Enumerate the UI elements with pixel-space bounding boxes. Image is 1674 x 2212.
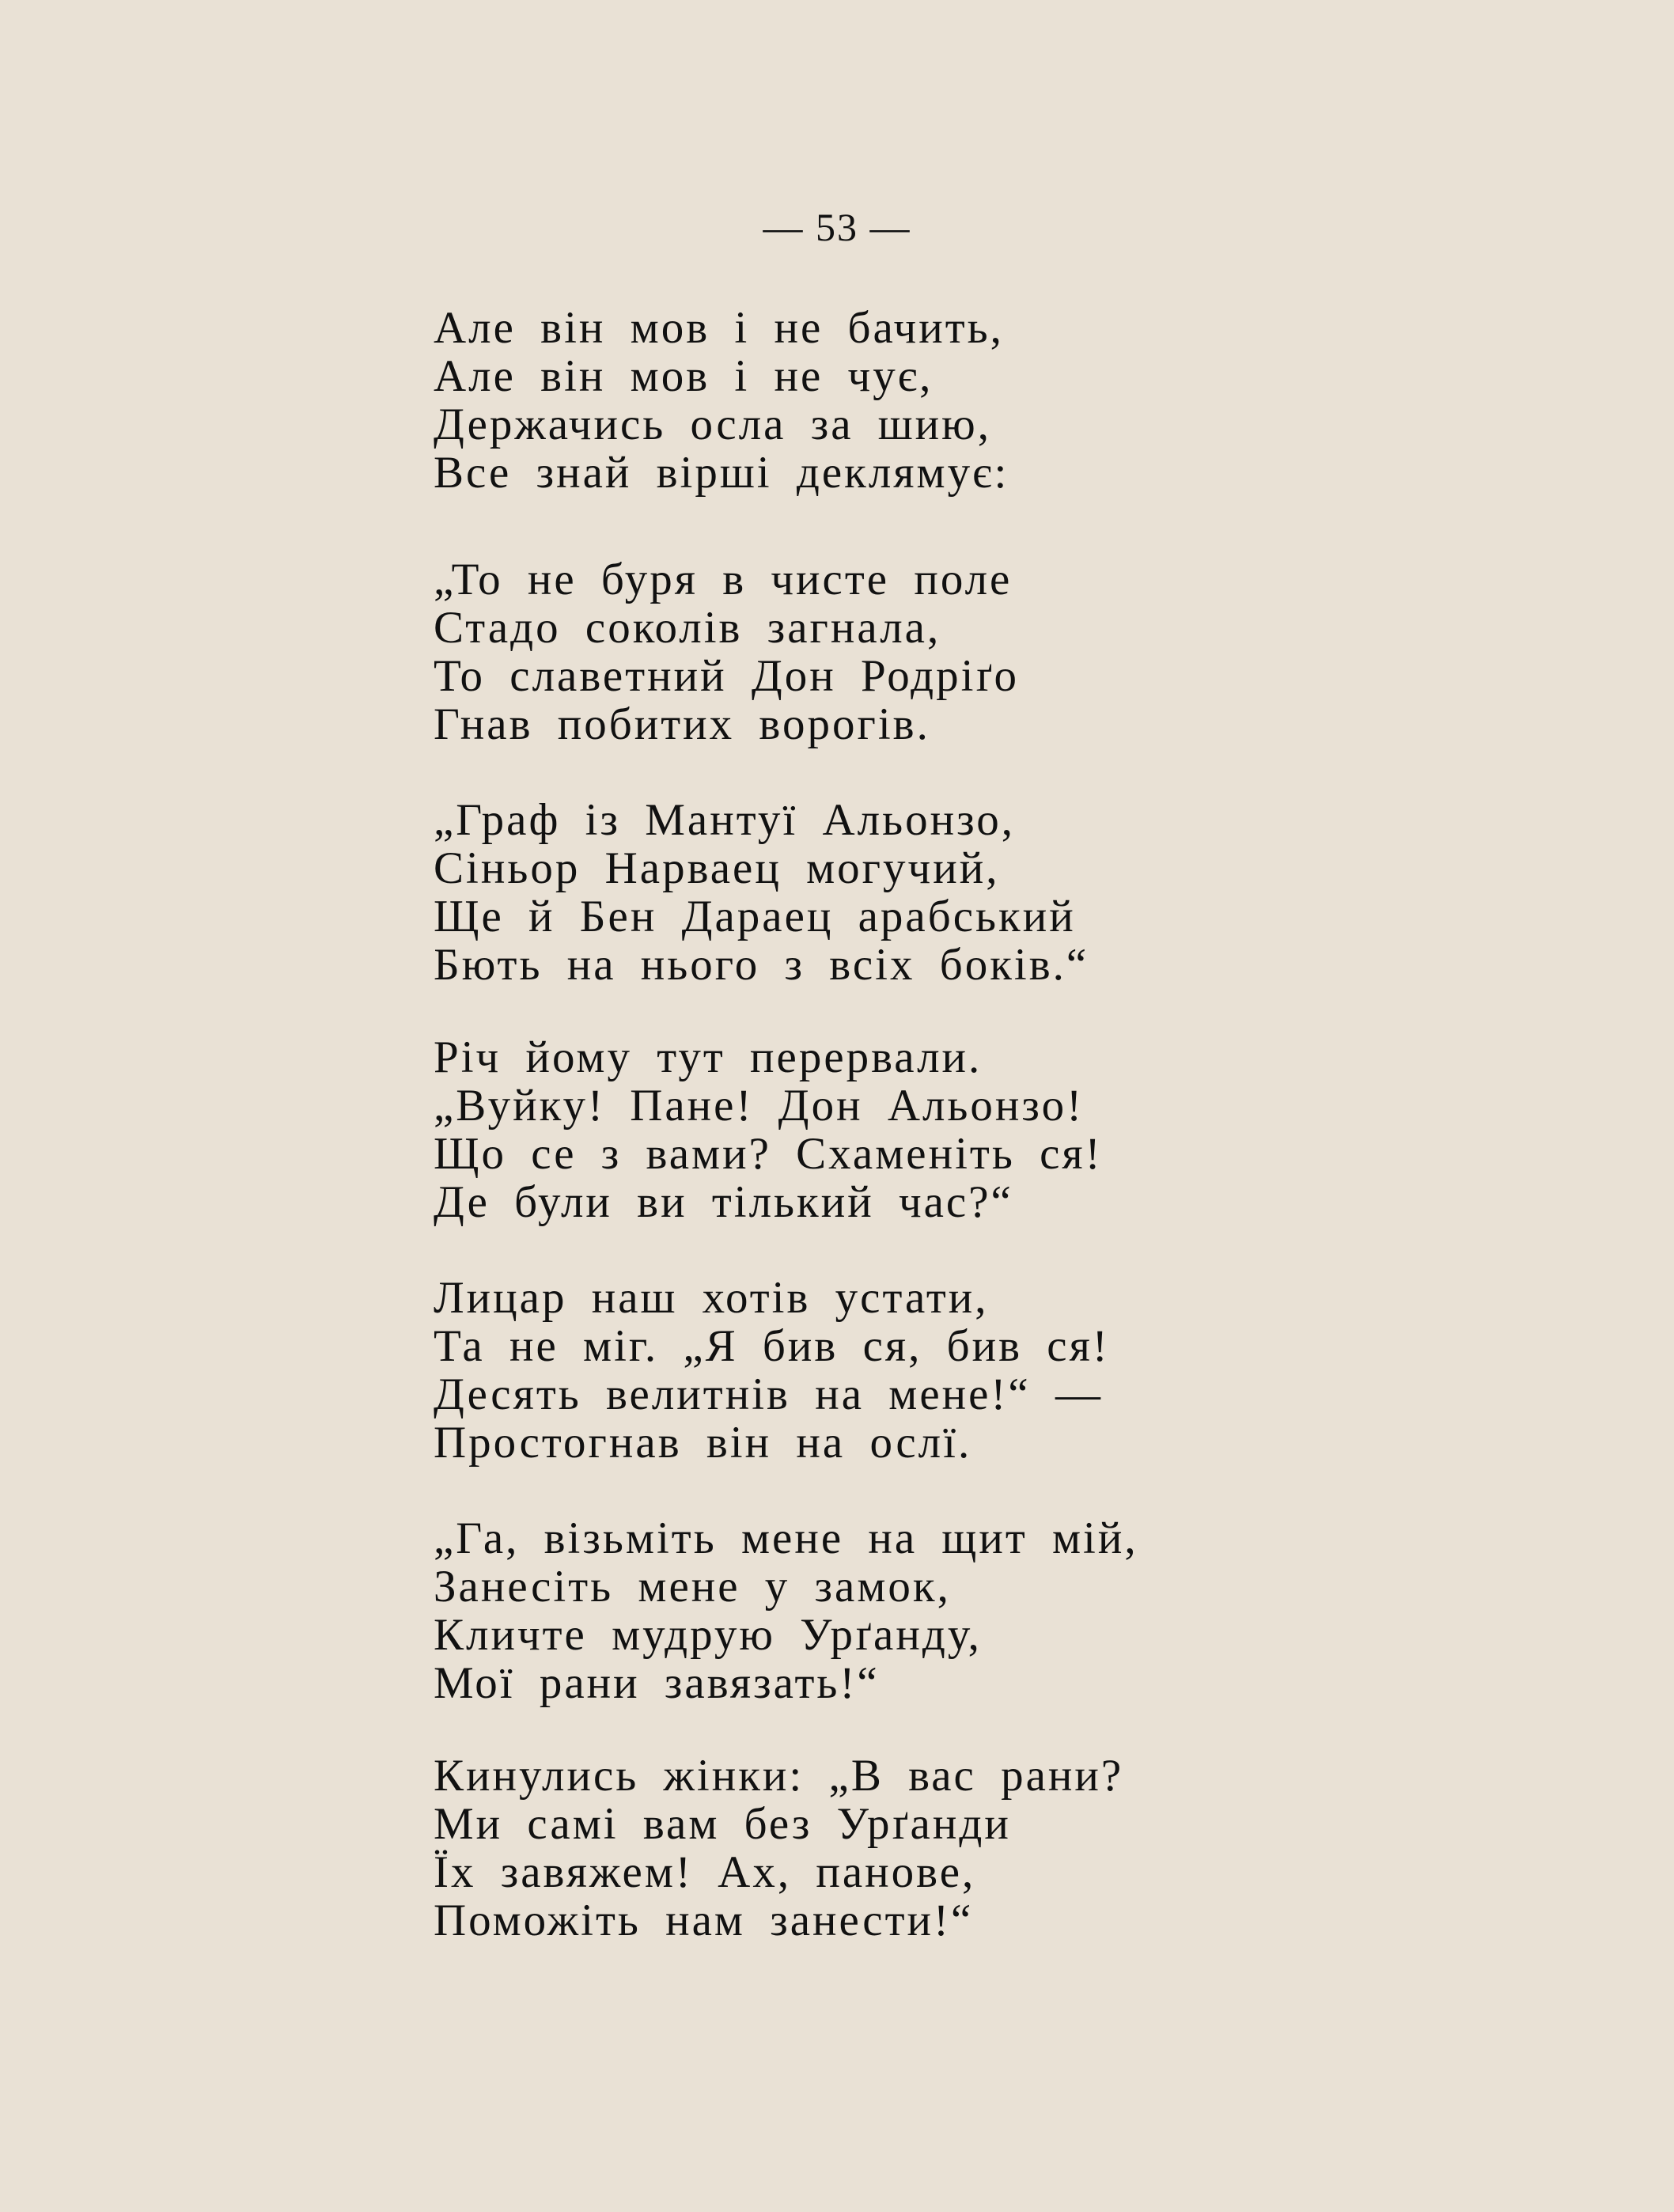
poem-line: Гнав побитих ворогів. (434, 699, 930, 749)
poem-line: „То не буря в чисте поле (434, 555, 1013, 604)
poem-line: Кинулись жінки: „В вас рани? (434, 1751, 1124, 1801)
poem-line: Все знай вірші деклямує: (434, 448, 1009, 498)
poem-line: „Вуйку! Пане! Дон Альонзо! (434, 1081, 1085, 1131)
poem-line: Їх завяжем! Ах, панове, (434, 1847, 976, 1897)
stanza (434, 555, 1660, 796)
poem-line: Але він мов і не бачить, (434, 303, 1004, 353)
page-number: — 53 — (763, 205, 911, 249)
stanza (434, 1752, 1660, 1992)
poem-line: Сіньор Нарваец могучий, (434, 843, 1000, 893)
poem-line: Де були ви тілький час?“ (434, 1177, 1013, 1227)
poem-line: Бють на нього з всіх боків.“ (434, 940, 1089, 990)
stanza (434, 796, 1660, 1033)
poem-line: Лицар наш хотів устати, (434, 1273, 989, 1323)
poem-line: Поможіть нам занести!“ (434, 1896, 974, 1945)
poem-line: Річ йому тут перервали. (434, 1032, 983, 1082)
poem-line: Що се з вами? Схаменіть ся! (434, 1129, 1103, 1179)
poem-line: Занесіть мене у замок, (434, 1562, 951, 1612)
poem-line: Ми самі вам без Урґанди (434, 1799, 1011, 1849)
poem-line: Ще й Бен Дараец арабський (434, 892, 1076, 941)
stanza (434, 1274, 1660, 1514)
poem-line: Кличте мудрую Урґанду, (434, 1610, 982, 1660)
stanza (434, 1514, 1660, 1752)
stanza (434, 1033, 1660, 1274)
poem-line: Та не міг. „Я бив ся, бив ся! (434, 1321, 1110, 1371)
poem-line: „Граф із Мантуї Альонзо, (434, 795, 1016, 845)
poem-line: Мої рани завязать!“ (434, 1658, 880, 1708)
poem-line: „Га, візьміть мене на щит мій, (434, 1513, 1138, 1563)
stanza (434, 304, 1660, 555)
poem-line: Але він мов і не чує, (434, 351, 934, 401)
poem-line: Держачись осла за шию, (434, 400, 991, 449)
poem-line: Простогнав він на ослї. (434, 1418, 972, 1468)
poem-line: Стадо соколів загнала, (434, 603, 941, 653)
poem-line: То славетний Дон Родріґо (434, 651, 1019, 701)
poem-line: Десять велитнів на мене!“ — (434, 1369, 1103, 1419)
poem (434, 304, 1660, 1992)
